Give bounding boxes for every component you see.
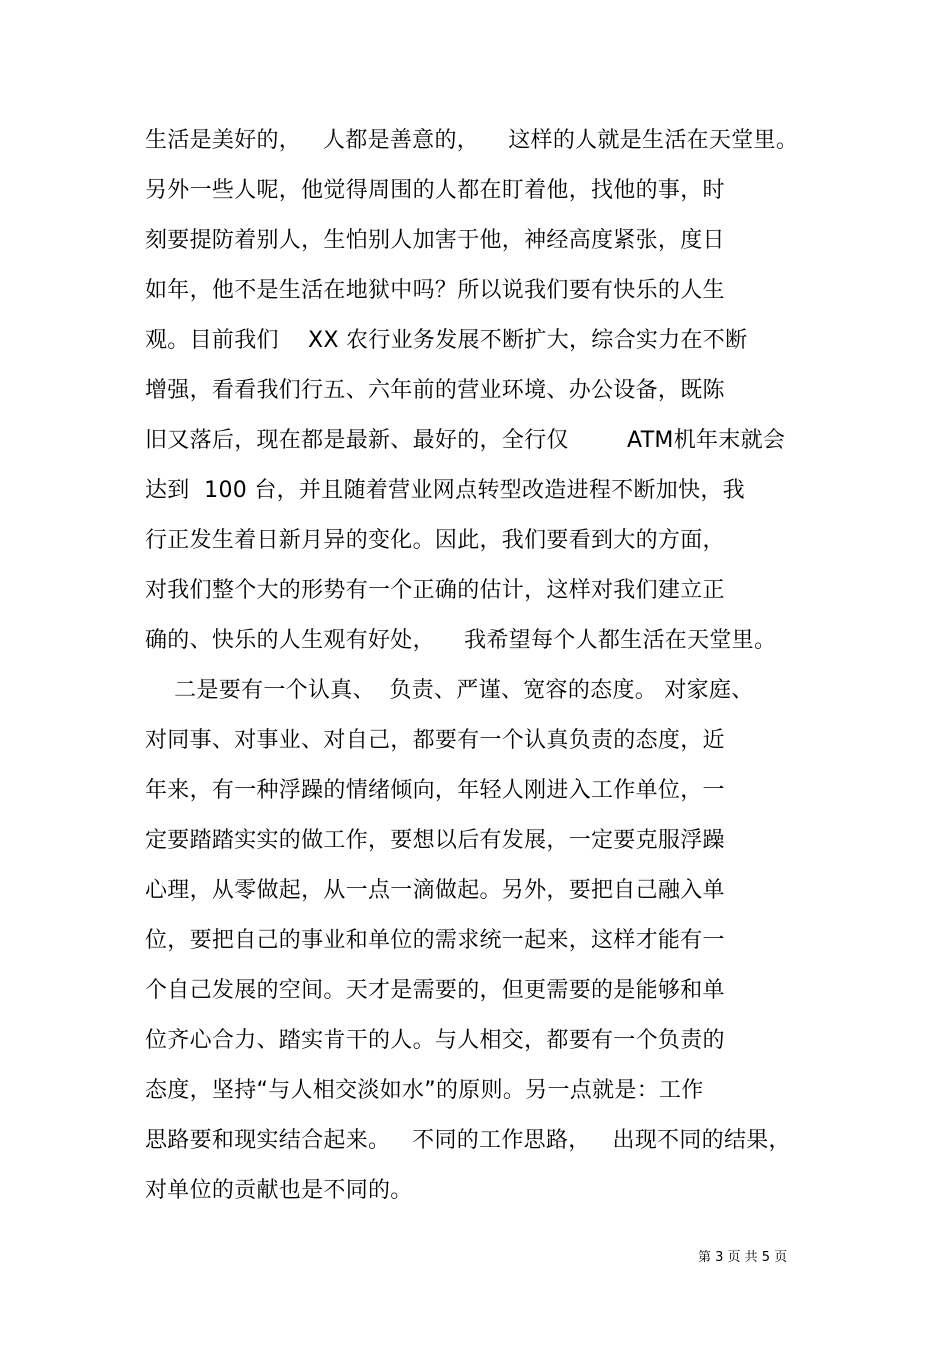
body-line: 位，要把自己的事业和单位的需求统一起来，这样才能有一: [145, 928, 725, 953]
body-line: 思路要和现实结合起来。 不同的工作思路， 出现不同的结果，: [145, 1128, 791, 1153]
body-line: 达到 100 台，并且随着营业网点转型改造进程不断加快，我: [145, 478, 745, 503]
body-line: 旧又落后，现在都是最新、最好的，全行仅 ATM机年末就会: [145, 428, 786, 453]
body-line: 如年，他不是生活在地狱中吗？所以说我们要有快乐的人生: [145, 278, 725, 303]
body-line: 生活是美好的， 人都是善意的， 这样的人就是生活在天堂里。: [145, 128, 799, 153]
body-line: 观。目前我们 XX 农行业务发展不断扩大，综合实力在不断: [145, 328, 748, 353]
paragraph-start-line: 二是要有一个认真、 负责、严谨、宽容的态度。 对家庭、: [145, 678, 754, 703]
body-line: 行正发生着日新月异的变化。因此，我们要看到大的方面，: [145, 528, 725, 553]
body-line: 另外一些人呢，他觉得周围的人都在盯着他，找他的事，时: [145, 178, 725, 203]
body-line: 确的、快乐的人生观有好处， 我希望每个人都生活在天堂里。: [145, 628, 777, 653]
body-line: 对单位的贡献也是不同的。: [145, 1178, 413, 1203]
body-line: 心理，从零做起，从一点一滴做起。另外，要把自己融入单: [145, 878, 725, 903]
body-line: 年来，有一种浮躁的情绪倾向，年轻人刚进入工作单位，一: [145, 778, 725, 803]
body-line: 对我们整个大的形势有一个正确的估计，这样对我们建立正: [145, 578, 725, 603]
body-line: 刻要提防着别人，生怕别人加害于他，神经高度紧张，度日: [145, 228, 725, 253]
body-line: 增强，看看我们行五、六年前的营业环境、办公设备，既陈: [145, 378, 725, 403]
body-line: 定要踏踏实实的做工作，要想以后有发展，一定要克服浮躁: [145, 828, 725, 853]
body-line: 态度，坚持“与人相交淡如水”的原则。另一点就是：工作: [145, 1078, 704, 1103]
body-line: 位齐心合力、踏实肯干的人。与人相交，都要有一个负责的: [145, 1028, 725, 1053]
body-line: 个自己发展的空间。天才是需要的，但更需要的是能够和单: [145, 978, 725, 1003]
page-number-footer: 第 3 页 共 5 页: [698, 1250, 788, 1265]
body-line: 对同事、对事业、对自己，都要有一个认真负责的态度，近: [145, 728, 725, 753]
